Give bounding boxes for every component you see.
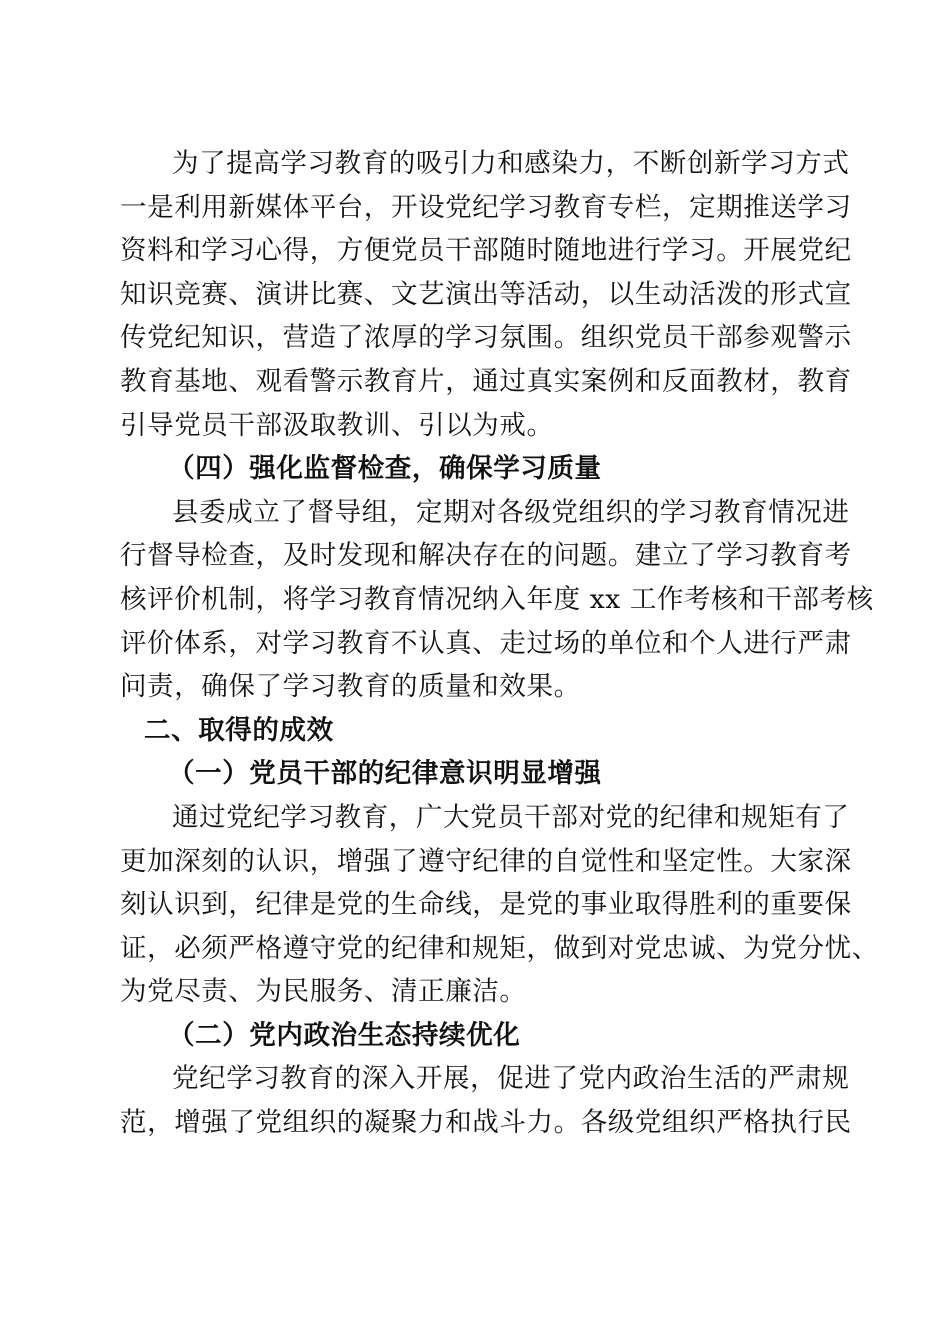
paragraph-line: 为了提高学习教育的吸引力和感染力，不断创新学习方式 xyxy=(172,148,850,179)
paragraph-line: 教育基地、观看警示教育片，通过真实案例和反面教材，教育 xyxy=(120,365,852,397)
paragraph-line: 范，增强了党组织的凝聚力和战斗力。各级党组织严格执行民 xyxy=(120,1107,852,1139)
paragraph-line: 党纪学习教育的深入开展，促进了党内政治生活的严肃规 xyxy=(172,1063,850,1095)
paragraph-line: 行督导检查，及时发现和解决存在的问题。建立了学习教育考 xyxy=(120,540,852,572)
paragraph-line: 评价体系，对学习教育不认真、走过场的单位和个人进行严肃 xyxy=(120,627,852,659)
section-heading-2: （二）党内政治生态持续优化 xyxy=(168,1019,521,1051)
paragraph-line: 问责，确保了学习教育的质量和效果。 xyxy=(120,671,581,703)
paragraph-line: 一是利用新媒体平台，开设党纪学习教育专栏，定期推送学习 xyxy=(120,191,852,223)
paragraph-line: 为党尽责、为民服务、清正廉洁。 xyxy=(120,976,527,1008)
chapter-heading-2: 二、取得的成效 xyxy=(144,714,334,746)
paragraph-line: 证，必须严格遵守党的纪律和规矩，做到对党忠诚、为党分忧、 xyxy=(120,932,879,964)
section-heading-1: （一）党员干部的纪律意识明显增强 xyxy=(168,758,602,790)
section-heading-4: （四）强化监督检查，确保学习质量 xyxy=(168,453,602,485)
paragraph-line: 更加深刻的认识，增强了遵守纪律的自觉性和坚定性。大家深 xyxy=(120,845,852,877)
paragraph-line: 传党纪知识，营造了浓厚的学习氛围。组织党员干部参观警示 xyxy=(120,322,852,354)
paragraph-line: 资料和学习心得，方便党员干部随时随地进行学习。开展党纪 xyxy=(120,235,852,267)
paragraph-line: 引导党员干部汲取教训、引以为戒。 xyxy=(120,409,554,441)
document-body xyxy=(120,142,879,1145)
paragraph-line: 知识竞赛、演讲比赛、文艺演出等活动，以生动活泼的形式宣 xyxy=(120,278,852,310)
paragraph-line: 刻认识到，纪律是党的生命线，是党的事业取得胜利的重要保 xyxy=(120,889,852,921)
paragraph-line: 通过党纪学习教育，广大党员干部对党的纪律和规矩有了 xyxy=(172,801,850,833)
paragraph-line: 核评价机制，将学习教育情况纳入年度 xx 工作考核和干部考核 xyxy=(120,583,874,615)
paragraph-line: 县委成立了督导组，定期对各级党组织的学习教育情况进 xyxy=(172,496,850,528)
